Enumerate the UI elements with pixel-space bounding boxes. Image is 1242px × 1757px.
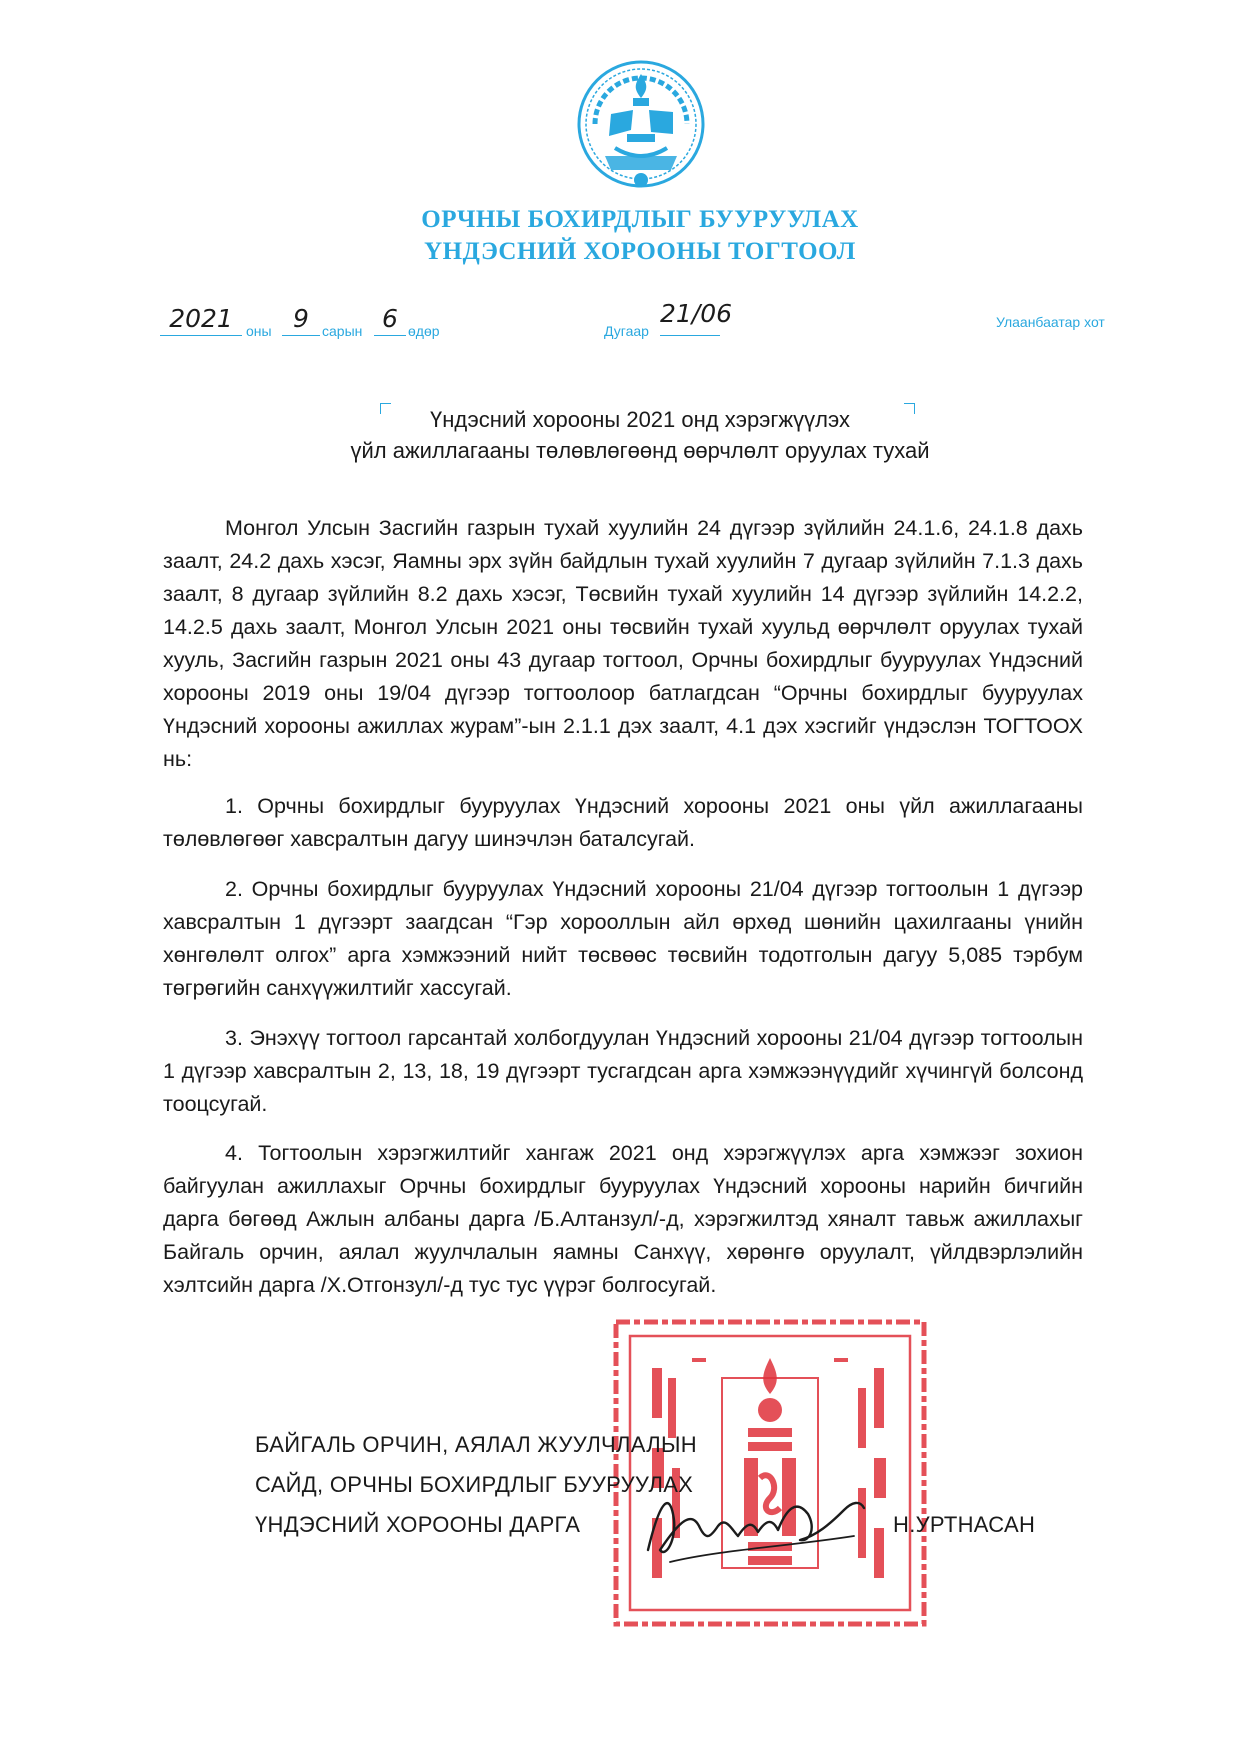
city-line bbox=[996, 300, 1136, 336]
signatory-title-line2: САЙД, ОРЧНЫ БОХИРДЛЫГ БУУРУУЛАХ bbox=[255, 1472, 694, 1497]
signatory-title-line3: ҮНДЭСНИЙ ХОРООНЫ ДАРГА bbox=[255, 1512, 581, 1537]
signatory-title-line1: БАЙГАЛЬ ОРЧИН, АЯЛАЛ ЖУУЛЧЛАЛЫН bbox=[255, 1432, 697, 1457]
date-month: 9 bbox=[293, 304, 309, 333]
resolution-item-2: 2. Орчны бохирдлыг бууруулах Үндэсний хорооны 21/04 дүгээр тогтоолын 1 дүгээр хавсралтын 1 дүгээрт заагдсан “Гэр хорооллын айл өрхөд шөнийн цахилгааны үнийн хөнгөлөлт олгох” арга хэмжээний нийт төсвөөс төсвийн тодотголын дагуу 5,085 тэрбум төгрөгийн санхүүжилтийг хассугай. bbox=[163, 877, 1083, 1000]
date-day: 6 bbox=[382, 304, 398, 333]
state-emblem-icon bbox=[575, 52, 707, 200]
number-line bbox=[604, 299, 784, 339]
day-label: өдөр bbox=[408, 323, 440, 339]
month-label: сарын bbox=[322, 323, 363, 339]
date-line bbox=[160, 300, 460, 339]
subject-line2: үйл ажиллагааны төлөвлөгөөнд өөрчлөлт оруулах тухай bbox=[350, 438, 930, 463]
resolution-item-4: 4. Тогтоолын хэрэгжилтийг хангаж 2021 онд хэрэгжүүлэх арга хэмжээг зохион байгуулан ажиллахыг Орчны бохирдлыг бууруулах Үндэсний хорооны нарийн бичгийн дарга бөгөөд Ажлын албаны дарга /Б.Алтанзул/-д, хэрэгжилтэд хяналт тавьж ажиллахыг Байгаль орчин, аялал жуулчлалын яамны Санхүү, хөрөнгө оруулалт, үйлдвэрлэлийн хэлтсийн дарга /Х.Отгонзул/-д тус тус үүрэг болгосугай. bbox=[163, 1141, 1083, 1297]
resolution-item-3: 3. Энэхүү тогтоол гарсантай холбогдуулан Үндэсний хорооны 21/04 дүгээр тогтоолын 1 дүгээр хавсралтын 2, 13, 18, 19 дүгээрт тусгагдсан арга хэмжээнүүдийг хүчингүй болсонд тооцсугай. bbox=[163, 1026, 1083, 1116]
letterhead-title-line2: ҮНДЭСНИЙ ХОРООНЫ ТОГТООЛ bbox=[424, 238, 856, 265]
resolution-number: 21/06 bbox=[660, 299, 733, 328]
preamble-paragraph: Монгол Улсын Засгийн газрын тухай хуулийн 24 дүгээр зүйлийн 24.1.6, 24.1.8 дахь заалт, 24.2 дахь хэсэг, Яамны эрх зүйн байдлын тухай хуулийн 7 дугаар зүйлийн 7.1.3 дахь заалт, 8 дугаар зүйлийн 8.2 дахь хэсэг, Төсвийн тухай хуулийн 14 дүгээр зүйлийн 14.2.2, 14.2.5 дахь заалт, Монгол Улсын 2021 оны төсвийн тухай хуульд өөрчлөлт оруулах тухай хууль, Засгийн газрын 2021 оны 43 дугаар тогтоол, Орчны бохирдлыг бууруулах Үндэсний хорооны 2019 оны 19/04 дүгээр тогтоолоор батлагдсан “Орчны бохирдлыг бууруулах Үндэсний хорооны ажиллах журам”-ын 2.1.1 дэх заалт, 4.1 дэх хэсгийг үндэслэн ТОГТООХ нь: bbox=[163, 516, 1083, 771]
date-year: 2021 bbox=[169, 304, 233, 333]
subject-line1: Үндэсний хорооны 2021 онд хэрэгжүүлэх bbox=[430, 407, 850, 432]
number-label: Дугаар bbox=[604, 323, 649, 339]
year-label: оны bbox=[246, 323, 272, 339]
city: Улаанбаатар хот bbox=[996, 314, 1105, 330]
resolution-item-1: 1. Орчны бохирдлыг бууруулах Үндэсний хорооны 2021 оны үйл ажиллагааны төлөвлөгөөг хавсралтын дагуу шинэчлэн баталсугай. bbox=[163, 794, 1083, 851]
signatory-name: Н.УРТНАСАН bbox=[893, 1512, 1036, 1537]
letterhead-title-line1: ОРЧНЫ БОХИРДЛЫГ БУУРУУЛАХ bbox=[421, 206, 859, 233]
